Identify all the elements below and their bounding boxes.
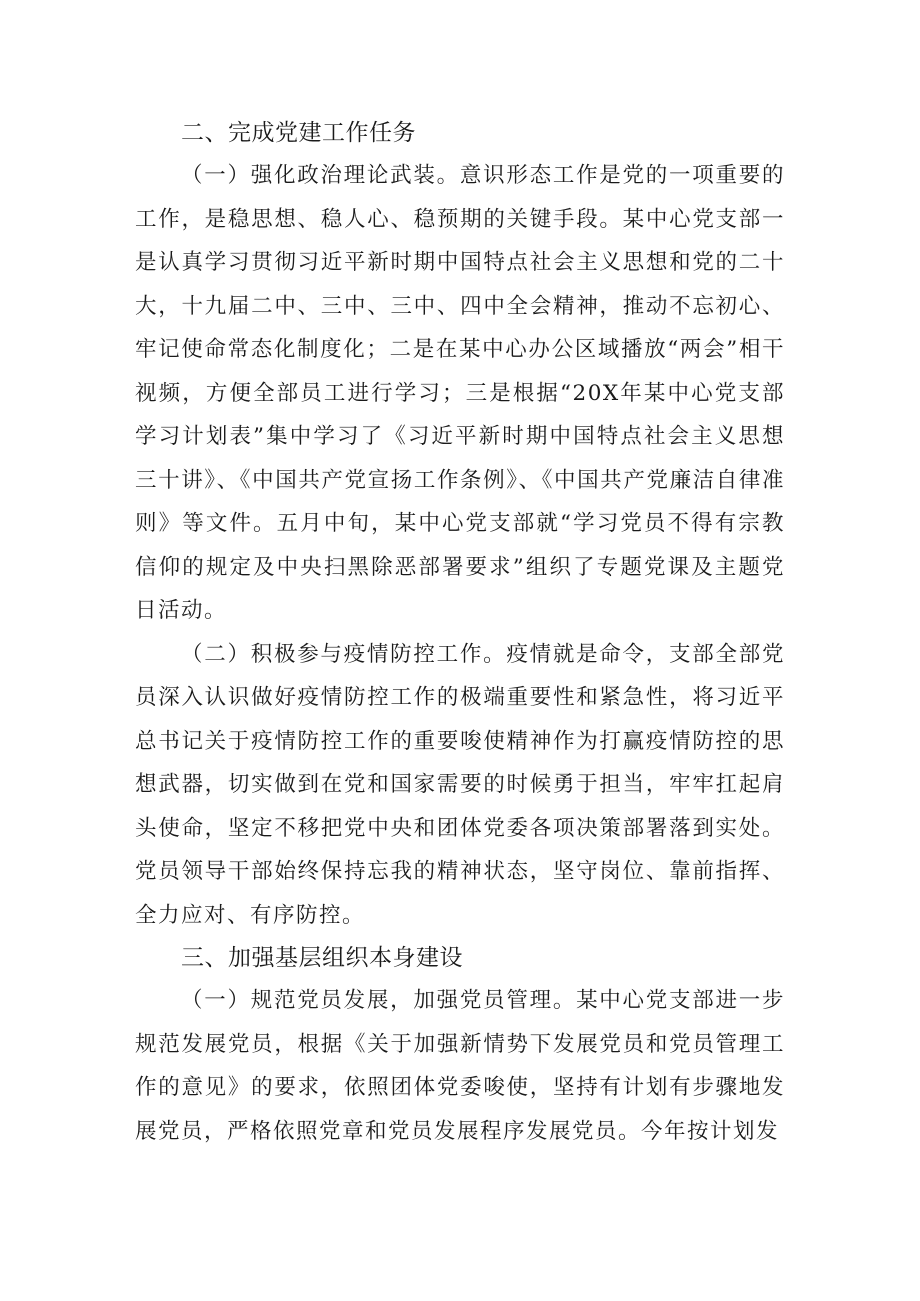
paragraph-3-1: （一）规范党员发展，加强党员管理。某中心党支部进一步规范发展党员，根据《关于加强新情势下发展党员和党员管理工作的意见》的要求，依照团体党委唆使，坚持有计划有步骤地发展党员，严格依照党章和党员发展程序发展党员。今年按计划发 [135, 988, 785, 1144]
document-body [135, 112, 785, 1153]
section-heading-3: 三、加强基层组织本身建设 [181, 945, 463, 971]
paragraph-2-1: （一）强化政治理论武装。意识形态工作是党的一项重要的工作，是稳思想、稳人心、稳预期的关键手段。某中心党支部一是认真学习贯彻习近平新时期中国特点社会主义思想和党的二十大，十九届二中、三中、三中、四中全会精神，推动不忘初心、牢记使命常态化制度化；二是在某中心办公区域播放“两会”相干视频，方便全部员工进行学习；三是根据“20X年某中心党支部学习计划表”集中学习了《习近平新时期中国特点社会主义思想三十讲》、《中国共产党宣扬工作条例》、《中国共产党廉洁自律准则》等文件。五月中旬，某中心党支部就“学习党员不得有宗教信仰的规定及中央扫黑除恶部署要求”组织了专题党课及主题党日活动。 [135, 163, 785, 623]
paragraph-2-2: （二）积极参与疫情防控工作。疫情就是命令，支部全部党员深入认识做好疫情防控工作的极端重要性和紧急性，将习近平总书记关于疫情防控工作的重要唆使精神作为打赢疫情防控的思想武器，切实做到在党和国家需要的时候勇于担当，牢牢扛起肩头使命，坚定不移把党中央和团体党委各项决策部署落到实处。党员领导干部始终保持忘我的精神状态，坚守岗位、靠前指挥、全力应对、有序防控。 [135, 641, 785, 928]
section-heading-2: 二、完成党建工作任务 [181, 120, 416, 146]
